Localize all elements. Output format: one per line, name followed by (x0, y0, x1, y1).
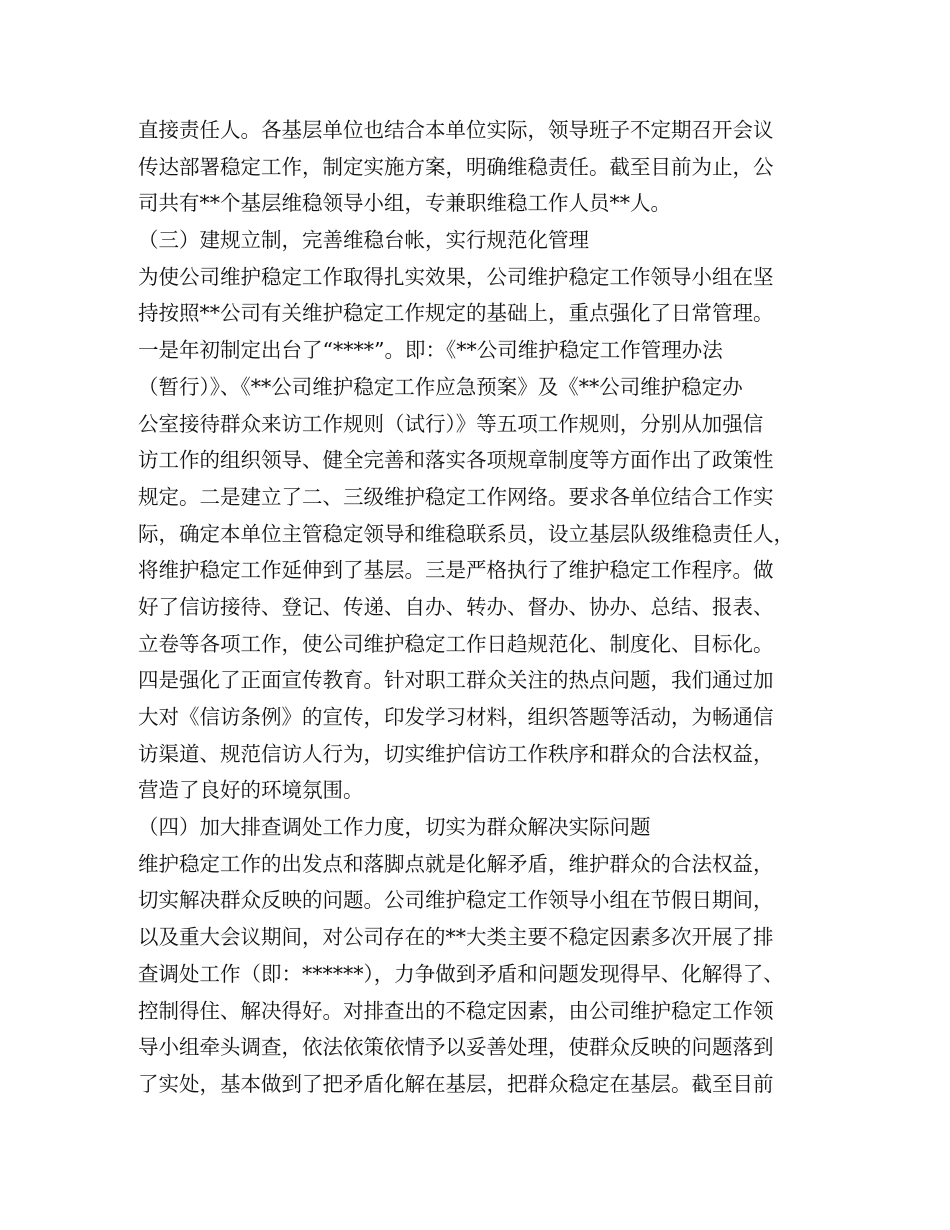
text-line: 营造了良好的环境氛围。 (138, 778, 364, 803)
text-line: 为使公司维护稳定工作取得扎实效果，公司维护稳定工作领导小组在坚 (138, 264, 774, 289)
text-line: 导小组牵头调查，依法依策依情予以妥善处理，使群众反映的问题落到 (138, 1035, 774, 1060)
body-text (138, 112, 828, 1103)
text-line: 持按照**公司有关维护稳定工作规定的基础上，重点强化了日常管理。 (138, 301, 774, 326)
text-line: 立卷等各项工作，使公司维护稳定工作日趋规范化、制度化、目标化。 (138, 631, 774, 656)
section-heading: （四）加大排查调处工作力度，切实为群众解决实际问题 (138, 815, 651, 840)
text-line: 直接责任人。各基层单位也结合本单位实际，领导班子不定期召开会议 (138, 118, 774, 142)
text-line: 访渠道、规范信访人行为，切实维护信访工作秩序和群众的合法权益， (138, 741, 774, 766)
text-line: 规定。二是建立了二、三级维护稳定工作网络。要求各单位结合工作实 (138, 484, 774, 509)
text-line: 大对《信访条例》的宣传，印发学习材料，组织答题等活动，为畅通信 (138, 705, 774, 729)
text-line: 一是年初制定出台了“****”。即：《**公司维护稳定工作管理办法 (138, 338, 723, 363)
text-line: 司共有**个基层维稳领导小组，专兼职维稳工作人员**人。 (138, 191, 671, 216)
text-line: 切实解决群众反映的问题。公司维护稳定工作领导小组在节假日期间， (138, 888, 774, 913)
text-line: 传达部署稳定工作，制定实施方案，明确维稳责任。截至目前为止，公 (138, 154, 774, 179)
section-heading: （三）建规立制，完善维稳台帐，实行规范化管理 (138, 228, 589, 253)
text-line: （暂行）》、《**公司维护稳定工作应急预案》及《**公司维护稳定办 (138, 374, 743, 399)
text-line: 公室接待群众来访工作规则（试行）》等五项工作规则，分别从加强信 (138, 411, 764, 436)
text-line: 控制得住、解决得好。对排查出的不稳定因素，由公司维护稳定工作领 (138, 998, 774, 1023)
text-line: 查调处工作（即：******），力争做到矛盾和问题发现得早、化解得了、 (138, 961, 784, 986)
text-line: 四是强化了正面宣传教育。针对职工群众关注的热点问题，我们通过加 (138, 668, 774, 693)
text-line: 好了信访接待、登记、传递、自办、转办、督办、协办、总结、报表、 (138, 594, 774, 619)
text-line: 访工作的组织领导、健全完善和落实各项规章制度等方面作出了政策性 (138, 448, 774, 473)
text-line: 维护稳定工作的出发点和落脚点就是化解矛盾，维护群众的合法权益， (138, 851, 774, 876)
text-line: 将维护稳定工作延伸到了基层。三是严格执行了维护稳定工作程序。做 (138, 558, 774, 583)
text-line: 了实处，基本做到了把矛盾化解在基层，把群众稳定在基层。截至目前 (138, 1071, 774, 1096)
text-line: 际，确定本单位主管稳定领导和维稳联系员，设立基层队级维稳责任人， (138, 521, 794, 546)
text-line: 以及重大会议期间，对公司存在的**大类主要不稳定因素多次开展了排 (138, 925, 774, 950)
